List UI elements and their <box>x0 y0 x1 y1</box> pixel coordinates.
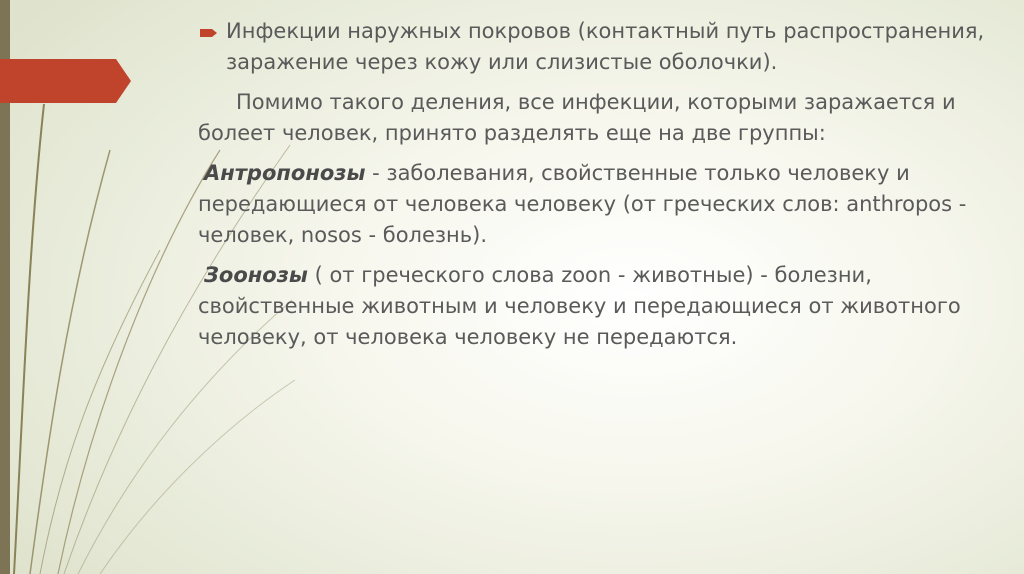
slide-content <box>198 16 988 353</box>
definition-zoonoses: ( от греческого слова zoon - животные) - болезни, свойственные животным и человеку и передающиеся от животного человеку, от человека человеку не передаются. <box>198 263 961 349</box>
arrow-bullet-icon <box>200 28 218 38</box>
bullet-text: Инфекции наружных покровов (контактный путь распространения, заражение через кожу или слизистые оболочки). <box>226 19 985 74</box>
red-arrow-tab-icon <box>0 59 131 103</box>
paragraph-anthroponoses <box>198 158 988 251</box>
definition-anthroponoses: - заболевания, свойственные только человеку и передающиеся от человека человеку (от греческих слов: anthropos - человек, nosos - болезнь). <box>198 161 967 247</box>
paragraph-zoonoses <box>198 260 988 353</box>
bullet-item <box>198 16 988 78</box>
paragraph-groups-intro <box>198 87 988 149</box>
term-anthroponoses: Антропонозы <box>204 161 366 185</box>
paragraph-text: Помимо такого деления, все инфекции, которыми заражается и болеет человек, принято разделять еще на две группы: <box>198 90 956 145</box>
term-zoonoses: Зоонозы <box>204 263 308 287</box>
